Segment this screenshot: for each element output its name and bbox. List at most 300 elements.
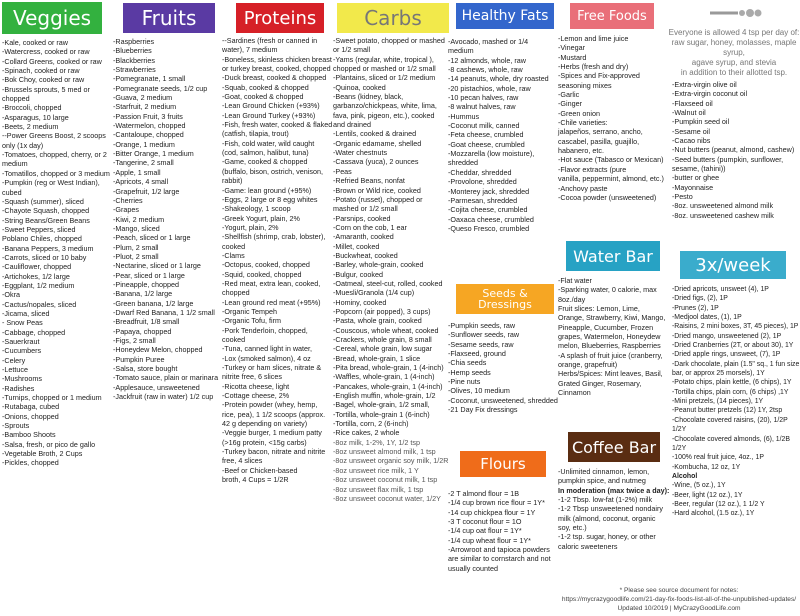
list-item: -Game: lean ground (+95%) bbox=[222, 185, 312, 195]
list-item: 8oz./day bbox=[558, 294, 586, 304]
list-item: -Pumpkin seeds, raw bbox=[448, 321, 516, 330]
list-item: -14 cup chickpea flour = 1Y bbox=[448, 507, 536, 517]
list-item: -Muesli/Granola (1/4 cup) bbox=[333, 288, 415, 298]
list-item: -Lean Ground Turkey (+93%) bbox=[222, 110, 316, 120]
list-item: -Mango, sliced bbox=[113, 223, 160, 233]
list-item: -1-2 Tbsp unsweetened nondairy bbox=[558, 504, 663, 514]
list-item: -Tortilla, corn, 2 (6-inch) bbox=[333, 419, 409, 429]
list-item: -Mini pretzels, (14 pieces), 1Y bbox=[672, 398, 764, 406]
list-item: -Flaxseed, ground bbox=[448, 349, 506, 359]
list-item: -Oatmeal, steel-cut, rolled, cooked bbox=[333, 278, 443, 288]
list-item: -Cheddar, shredded bbox=[448, 167, 512, 177]
list-item: -Dried Cranberries (2T, or about 30), 1Y bbox=[672, 342, 794, 350]
list-item: -Coconut, unsweetened, shredded bbox=[448, 395, 558, 405]
list-item: -Dwarf Red Banana, 1 1/2 small bbox=[113, 307, 215, 317]
list-item: -Green banana, 1/2 large bbox=[113, 298, 194, 308]
list-item: -Red meat, extra lean, cooked, bbox=[222, 278, 321, 288]
list-item: -String Beans/Green Beans bbox=[2, 215, 90, 225]
list-item: -Pesto bbox=[672, 192, 693, 202]
fruits-column bbox=[113, 0, 235, 401]
list-item: -Cantaloupe, chopped bbox=[113, 130, 184, 140]
list-item: -Amaranth, cooked bbox=[333, 232, 394, 242]
list-item: -Veggie burger, 1 medium patty bbox=[222, 428, 322, 438]
list-item: pumpkin spice, and nutmeg bbox=[558, 476, 646, 486]
veggies-title: Veggies bbox=[12, 6, 92, 30]
list-item: -Plantains, sliced or 1/2 medium bbox=[333, 73, 436, 83]
list-item: -Apple, 1 small bbox=[113, 167, 161, 177]
list-item: Orange, Strawberry, Kiwi, Mango, bbox=[558, 313, 666, 323]
list-item: -Bok Choy, cooked or raw bbox=[2, 75, 85, 85]
list-item: -Extra-virgin olive oil bbox=[672, 80, 737, 89]
list-item: -Lean Ground Chicken (+93%) bbox=[222, 101, 320, 111]
list-item: -Squid, cooked, chopped bbox=[222, 269, 302, 279]
list-item: -Olives, 10 medium bbox=[448, 386, 510, 396]
list-item: -Refried Beans, nonfat bbox=[333, 176, 405, 186]
list-item: -Tortilla, whole-grain 1 (6-inch) bbox=[333, 409, 430, 419]
list-item: -Couscous, whole wheat, cooked bbox=[333, 325, 439, 335]
free-foods-header bbox=[570, 3, 654, 29]
list-item: (buffalo, bison, ostrich, venison, bbox=[222, 166, 323, 176]
list-item: -Cocoa powder (unsweetened) bbox=[558, 192, 657, 202]
list-item: -Wine, (5 oz.), 1Y bbox=[672, 482, 726, 490]
list-item: -Feta cheese, crumbled bbox=[448, 130, 524, 140]
proteins-column bbox=[222, 0, 335, 485]
list-item: -Cabbage, chopped bbox=[2, 327, 66, 337]
coffee-bar-header bbox=[568, 432, 660, 462]
proteins-header bbox=[236, 3, 324, 33]
fruits-list bbox=[113, 37, 235, 401]
carbs-title: Carbs bbox=[364, 6, 422, 30]
list-item: -Clams bbox=[222, 250, 245, 260]
healthy-fats-list bbox=[448, 37, 560, 233]
list-item: -Hummus bbox=[448, 111, 480, 121]
list-item: -Pomegranate, 1 small bbox=[113, 74, 186, 84]
free-foods-list bbox=[558, 34, 668, 202]
list-item: -Bread, whole-grain, 1 slice bbox=[333, 353, 421, 363]
list-item: -Cherries bbox=[113, 195, 143, 205]
list-item: and drained bbox=[333, 120, 371, 130]
list-item: -Kombucha, 12 oz, 1Y bbox=[672, 463, 741, 471]
list-item: -8 cashews, whole, raw bbox=[448, 65, 523, 75]
list-item: -Flat water bbox=[558, 276, 592, 285]
list-item: -Tangerine, 2 small bbox=[113, 158, 174, 168]
list-item: -Anchovy paste bbox=[558, 183, 608, 193]
teaspoon-note-line: agave syrup, and stevia bbox=[691, 58, 777, 67]
list-item: -Tomatoes, chopped, cherry, or 2 bbox=[2, 150, 107, 160]
list-item: cascabel, pasilla, guajillo, bbox=[558, 136, 640, 146]
list-item: -Dried apricots, unsweet (4), 1P bbox=[672, 286, 769, 293]
list-item: -Protein powder (whey, hemp, bbox=[222, 400, 318, 410]
water-bar-list bbox=[558, 276, 670, 397]
list-item: -Quinoa, cooked bbox=[333, 82, 386, 92]
list-item: -Garlic bbox=[558, 90, 580, 100]
list-item: soy, etc.) bbox=[558, 523, 587, 533]
list-item: -Pear, sliced or 1 large bbox=[113, 270, 185, 280]
free-foods-column bbox=[558, 0, 670, 551]
list-item: -Kale, cooked or raw bbox=[2, 38, 68, 47]
proteins-list bbox=[222, 36, 335, 485]
list-item: -Potato chips, plain kettle, (6 chips), 1Y bbox=[672, 379, 792, 387]
list-item: -Peanut butter pretzels (12) 1Y, 2tsp bbox=[672, 407, 783, 415]
list-item: -Sweet Peppers, sliced bbox=[2, 224, 76, 234]
list-item: -Monterey jack, shredded bbox=[448, 186, 530, 196]
list-item: cooked bbox=[222, 241, 246, 251]
footer bbox=[560, 586, 798, 613]
teaspoon-note bbox=[668, 28, 800, 78]
list-item: -Vegetable Broth, 2 Cups bbox=[2, 449, 83, 459]
list-item: -3 T coconut flour = 1O bbox=[448, 517, 522, 527]
list-item: medium bbox=[448, 46, 474, 56]
list-item: -1-2 tsp. sugar, honey, or other bbox=[558, 532, 656, 542]
carbs-column bbox=[333, 0, 449, 503]
list-item: -Dried mango, unsweetened (2), 1P bbox=[672, 332, 782, 340]
list-item: -Octopus, cooked, chopped bbox=[222, 260, 310, 270]
list-item: -Beef or Chicken-based bbox=[222, 465, 298, 475]
list-item: -20 pistachios, whole, raw bbox=[448, 83, 531, 93]
list-item: -Honeydew Melon, chopped bbox=[113, 345, 203, 355]
list-item: -Brussels sprouts, 5 med or bbox=[2, 84, 90, 94]
list-item: -Tuna, canned light in water, bbox=[222, 344, 313, 354]
list-item: -Mushrooms bbox=[2, 374, 42, 384]
list-item: -Brown or Wild rice, cooked bbox=[333, 185, 421, 195]
list-item: -Chocolate covered raisins, (20), 1/2P bbox=[672, 416, 788, 424]
list-item: rabbit) bbox=[222, 176, 243, 186]
list-item: -Rice cakes, 2 whole bbox=[333, 428, 400, 438]
list-item: -Pork Tenderloin, chopped, bbox=[222, 325, 308, 335]
measuring-spoons-icon bbox=[708, 4, 762, 22]
list-item: -Eggs, 2 large or 8 egg whites bbox=[222, 194, 318, 204]
list-item: caloric sweeteners bbox=[558, 541, 618, 551]
list-item: -Lentils, cooked & drained bbox=[333, 129, 417, 139]
list-item: -A splash of fruit juice (cranberry, bbox=[558, 350, 663, 360]
list-item: -Hot sauce (Tabasco or Mexican) bbox=[558, 155, 664, 165]
seeds-header bbox=[456, 284, 554, 314]
list-item: -Ginger bbox=[558, 99, 582, 109]
list-item: cooked bbox=[222, 335, 246, 344]
list-item: Fruit slices: Lemon, Lime, bbox=[558, 304, 640, 314]
list-item: -Beer, light (12 oz.), 1Y bbox=[672, 491, 743, 499]
list-item: -Coconut milk, canned bbox=[448, 121, 520, 131]
list-item: -Cereal, whole grain, low sugar bbox=[333, 344, 433, 354]
list-item: -Chocolate covered almonds, (6), 1/2B bbox=[672, 435, 790, 443]
healthy-fats-title: Healthy Fats bbox=[461, 8, 549, 24]
list-item: -Chile varieties: bbox=[558, 118, 608, 128]
list-item: (catfish, tilapia, trout) bbox=[222, 129, 289, 139]
list-item: -Sweet potato, chopped or mashed bbox=[333, 36, 445, 45]
flours-title: Flours bbox=[480, 455, 526, 473]
carbs-header bbox=[337, 3, 449, 33]
list-item: -Beans (kidney, black, bbox=[333, 92, 404, 102]
list-item: -Figs, 2 small bbox=[113, 336, 156, 345]
list-item: -Parsnips, cooked bbox=[333, 213, 391, 223]
list-item: milk (almond, coconut, organic bbox=[558, 513, 656, 523]
list-item: -Sunflower seeds, raw bbox=[448, 330, 520, 340]
list-item: -8oz unsweet flax milk, 1 tsp bbox=[333, 484, 424, 494]
list-item: -1-2 Tbsp. low-fat (1-2%) milk bbox=[558, 495, 653, 505]
list-item: -Hemp seeds bbox=[448, 367, 491, 377]
list-item: -1/4 cup oat flour = 1Y* bbox=[448, 526, 522, 536]
list-item: -Bulgur, cooked bbox=[333, 269, 383, 279]
list-item: -Turkey or ham slices, nitrate & bbox=[222, 363, 322, 373]
list-item: -Passion Fruit, 3 fruits bbox=[113, 111, 183, 121]
list-item: -Seed butters (pumpkin, sunflower, bbox=[672, 154, 784, 164]
list-item: -Waffles, whole-grain, 1 (4-inch) bbox=[333, 372, 435, 382]
list-item: -Pine nuts bbox=[448, 377, 481, 387]
list-item: Alcohol bbox=[672, 472, 698, 480]
list-item: (cod, salmon, halibut, tuna) bbox=[222, 148, 309, 158]
list-item: grapes, Watermelon, Honeydew bbox=[558, 332, 661, 342]
list-item: -14 peanuts, whole, dry roasted bbox=[448, 74, 549, 84]
list-item: medium bbox=[2, 159, 28, 169]
list-item: -Flaxseed oil bbox=[672, 98, 713, 108]
list-item: -Pumpkin (reg or West Indian), bbox=[2, 178, 100, 188]
teaspoon-note-line: raw sugar, honey, molasses, maple syrup, bbox=[671, 38, 797, 57]
list-item: -Chayote Squash, chopped bbox=[2, 206, 90, 216]
list-item: 1/2Y bbox=[672, 426, 687, 434]
list-item: -Pomegranate seeds, 1/2 cup bbox=[113, 83, 208, 93]
list-item: -Cactus/nopales, sliced bbox=[2, 299, 77, 309]
list-item: -Broccoli, chopped bbox=[2, 103, 62, 113]
list-item: -Banana, 1/2 large bbox=[113, 289, 173, 299]
list-item: -Pineapple, chopped bbox=[113, 279, 179, 289]
teaspoon-note-line: in addition to their allotted tsp. bbox=[680, 68, 788, 77]
list-item: -Sesame oil bbox=[672, 126, 710, 136]
free-foods-title: Free Foods bbox=[577, 8, 647, 24]
list-item: -Turnips, chopped or 1 medium bbox=[2, 393, 102, 403]
list-item: -Okra bbox=[2, 290, 20, 300]
list-item: -Pluot, 2 small bbox=[113, 251, 159, 261]
list-item: -Boneless, skinless chicken breast bbox=[222, 54, 332, 64]
list-item: -Organic Tempeh bbox=[222, 306, 277, 316]
list-item: -Lean ground red meat (+95%) bbox=[222, 297, 321, 307]
list-item: -Raisins, 2 mini boxes, 3T, 45 pieces), 1P bbox=[672, 323, 799, 331]
list-item: -Lettuce bbox=[2, 365, 28, 375]
list-item: -Chia seeds bbox=[448, 358, 487, 368]
list-item: -Salsa, fresh, or pico de gallo bbox=[2, 439, 96, 449]
list-item: -Medjool dates, (1), 1P bbox=[672, 314, 742, 322]
list-item: -Mustard bbox=[558, 52, 587, 62]
list-item: -Vinegar bbox=[558, 43, 586, 53]
list-item: -Greek Yogurt, plain, 2% bbox=[222, 213, 300, 223]
list-item: -1/4 cup brown rice flour = 1Y* bbox=[448, 498, 545, 508]
list-item: -Shellfish (shrimp, crab, lobster), bbox=[222, 232, 326, 242]
list-item: -Jackfruit (raw in water) 1/2 cup bbox=[113, 392, 214, 402]
list-item: -Arrowroot and tapioca powders bbox=[448, 545, 550, 555]
seeds-title-line1: Seeds & bbox=[482, 287, 528, 300]
list-item: bar, or approx 25 morsels), 1Y bbox=[672, 370, 765, 378]
list-item: fava, pink, pigeon, etc.), cooked bbox=[333, 110, 435, 120]
list-item: -100% real fruit juice, 4oz., 1P bbox=[672, 454, 764, 462]
list-item: -Extra-virgin coconut oil bbox=[672, 89, 748, 99]
list-item: -Cassava (yuca), 2 ounces bbox=[333, 157, 419, 167]
list-item: -Banana Peppers, 3 medium bbox=[2, 243, 94, 253]
list-item: -Nectarine, sliced or 1 large bbox=[113, 261, 201, 271]
list-item: -Spinach, cooked or raw bbox=[2, 66, 80, 76]
list-item: chopped or mashed or 1/2 small bbox=[333, 64, 436, 74]
list-item: -Tortilla chips, plain corn, (6 chips) ,1Y bbox=[672, 388, 789, 396]
list-item: -Pumpkin seed oil bbox=[672, 117, 730, 127]
list-item: -Dried apple rings, unsweet, (7), 1P bbox=[672, 351, 781, 359]
list-item: -Herbs (fresh and dry) bbox=[558, 62, 629, 72]
list-item: -Sauerkraut bbox=[2, 337, 40, 346]
list-item: -Onions, chopped bbox=[2, 411, 59, 421]
veggies-list bbox=[2, 38, 110, 468]
list-item: -Spices and Fix-approved bbox=[558, 71, 640, 81]
list-item: are similar to cornstarch and not bbox=[448, 554, 551, 564]
list-item: -Shakeology, 1 scoop bbox=[222, 204, 291, 214]
list-item: -Salsa, store bought bbox=[113, 364, 178, 374]
list-item: -8oz unsweet rice milk, 1 Y bbox=[333, 465, 419, 475]
list-item: -Queso Fresco, crumbled bbox=[448, 223, 530, 233]
list-item: jalapeños, serrano, ancho, bbox=[558, 127, 643, 137]
list-item: -Celery bbox=[2, 355, 26, 365]
list-item: -Beer, regular (12 oz.), 1 1/2 Y bbox=[672, 500, 765, 508]
list-item: -8oz milk, 1-2%, 1Y, 1/2 tsp bbox=[333, 437, 420, 447]
list-item: -Corn on the cob, 1 ear bbox=[333, 222, 407, 232]
list-item: -Yogurt, plain, 2% bbox=[222, 222, 279, 232]
list-item: usually counted bbox=[448, 563, 498, 573]
list-item: -Cojita cheese, crumbled bbox=[448, 205, 528, 215]
flours-list bbox=[448, 489, 560, 573]
list-item: -Water chestnuts bbox=[333, 148, 388, 158]
list-item: -Rutabaga, cubed bbox=[2, 402, 60, 412]
list-item: -Cucumbers bbox=[2, 346, 42, 356]
list-item: -Pumpkin Puree bbox=[113, 354, 165, 364]
list-item: -Strawberries bbox=[113, 65, 156, 75]
three-x-week-list bbox=[672, 285, 800, 519]
list-item: -Bamboo Shoots bbox=[2, 430, 56, 440]
list-item: -Potato (russet), chopped or bbox=[333, 194, 423, 204]
list-item: -Tomato sauce, plain or marinara bbox=[113, 373, 219, 383]
list-item: -Jicama, sliced bbox=[2, 308, 50, 318]
list-item: chopped bbox=[2, 94, 30, 104]
list-item: -12 almonds, whole, raw bbox=[448, 55, 526, 65]
list-item: -Mozzarella (low moisture), bbox=[448, 149, 535, 159]
list-item: -Blackberries bbox=[113, 55, 155, 65]
list-item: -Tomatillos, chopped or 3 medium bbox=[2, 168, 110, 178]
list-item: -Barley, whole-grain, cooked bbox=[333, 260, 424, 270]
healthy-fats-header bbox=[456, 3, 554, 29]
list-item: -8oz unsweet organic soy milk, 1/2R bbox=[333, 456, 449, 466]
list-item: -Blueberries bbox=[113, 46, 152, 56]
list-item: -Asparagus, 10 large bbox=[2, 112, 69, 122]
list-item: -Pancakes, whole-grain, 1 (4-inch) bbox=[333, 381, 443, 391]
list-item: -Grapefruit, 1/2 large bbox=[113, 186, 180, 196]
list-item: -Unlimited cinnamon, lemon, bbox=[558, 467, 650, 476]
list-item: nitrite free, 6 slices bbox=[222, 372, 282, 382]
coffee-bar-title: Coffee Bar bbox=[571, 437, 657, 457]
list-item: --Sardines (fresh or canned in bbox=[222, 36, 318, 45]
list-item: -Game, cooked & chopped bbox=[222, 157, 308, 167]
list-item: -Watercress, cooked or raw bbox=[2, 47, 90, 57]
list-item: -Pita bread, whole-grain, 1 (4-inch) bbox=[333, 363, 444, 373]
coffee-bar-list bbox=[558, 467, 670, 551]
list-item: broth, 4 Cups = 1/2R bbox=[222, 475, 289, 485]
list-item: water), 7 medium bbox=[222, 45, 278, 55]
list-item: -Cauliflower, chopped bbox=[2, 262, 72, 272]
list-item: -Parmesan, shredded bbox=[448, 195, 518, 205]
proteins-title: Proteins bbox=[243, 7, 317, 29]
list-item: -Goat cheese, crumbled bbox=[448, 139, 525, 149]
list-item: -Orange, 1 medium bbox=[113, 139, 175, 149]
veggies-column bbox=[2, 0, 110, 468]
list-item: -8oz unsweet almond milk, 1 tsp bbox=[333, 447, 436, 457]
list-item: orange, grapefruit) bbox=[558, 360, 618, 370]
list-item: -Duck breast, cooked & chopped bbox=[222, 73, 327, 83]
list-item: -Oaxaca cheese, crumbled bbox=[448, 214, 534, 224]
fruits-header bbox=[123, 3, 215, 33]
list-item: -Radishes bbox=[2, 383, 35, 393]
list-item: -Cacao nibs bbox=[672, 136, 711, 146]
list-item: -Buckwheat, cooked bbox=[333, 250, 398, 260]
list-item: shredded bbox=[448, 158, 478, 168]
list-item: -Watermelon, chopped bbox=[113, 121, 186, 131]
list-item: -Collard Greens, cooked or raw bbox=[2, 56, 102, 66]
list-item: -10 pecan halves, raw bbox=[448, 93, 519, 103]
list-item: -Applesauce, unsweetened bbox=[113, 382, 200, 392]
three-x-week-header bbox=[680, 251, 786, 279]
water-bar-header bbox=[566, 241, 660, 271]
list-item: -Artichokes, 1/2 large bbox=[2, 271, 70, 281]
list-item: 42 g depending on variety) bbox=[222, 419, 308, 429]
list-item: -Flavor extracts (pure bbox=[558, 164, 627, 174]
list-item: -Sesame seeds, raw bbox=[448, 339, 514, 349]
carbs-list bbox=[333, 36, 449, 503]
list-item: -2 T almond flour = 1B bbox=[448, 489, 520, 498]
list-item: -Starfruit, 2 medium bbox=[113, 102, 177, 112]
list-item: Grated Ginger, Rosemary, bbox=[558, 378, 642, 388]
list-item: -8oz. unsweetened almond milk bbox=[672, 201, 774, 211]
list-item: Pineapple, Cucumber, Frozen bbox=[558, 322, 654, 332]
list-item: Poblano Chiles, chopped bbox=[2, 234, 82, 244]
list-item: -Organic edamame, shelled bbox=[333, 138, 422, 148]
list-item: -Bagel, whole-grain, 1/2 small, bbox=[333, 400, 430, 410]
list-item: cubed bbox=[2, 187, 22, 197]
list-item: -Goat, cooked & chopped bbox=[222, 92, 304, 102]
seeds-list bbox=[448, 321, 560, 414]
list-item: -Dried figs, (2), 1P bbox=[672, 295, 728, 303]
list-item: -Pickles, chopped bbox=[2, 458, 59, 468]
footer-source-url: https://mycrazygoodlife.com/21-day-fix-foods-list-all-of-the-unpublished-updates/ bbox=[561, 596, 797, 603]
list-item: In moderation (max twice a day): bbox=[558, 485, 670, 495]
list-item: -Avocado, mashed or 1/4 bbox=[448, 37, 529, 46]
list-item: -Turkey bacon, nitrate and nitrite bbox=[222, 447, 326, 457]
list-item: -Cottage cheese, 2% bbox=[222, 391, 290, 401]
list-item: -1/4 cup wheat flour = 1Y* bbox=[448, 535, 531, 545]
list-item: -Squash (summer), sliced bbox=[2, 196, 84, 206]
list-item: habanero, etc. bbox=[558, 146, 604, 156]
list-item: -Kiwi, 2 medium bbox=[113, 214, 165, 224]
list-item: -Bitter Orange, 1 medium bbox=[113, 149, 194, 159]
footer-updated: Updated 10/2019 | MyCrazyGoodLife.com bbox=[617, 605, 741, 612]
list-item: -Fish, cold water, wild caught bbox=[222, 138, 315, 148]
list-item: -Mayonnaise bbox=[672, 182, 714, 192]
list-item: -Ricotta cheese, light bbox=[222, 381, 290, 391]
three-x-week-title: 3x/week bbox=[695, 254, 771, 276]
list-item: (>16g protein, <15g carbs) bbox=[222, 437, 307, 447]
list-item: -8oz unsweet coconut water, 1/2Y bbox=[333, 493, 441, 503]
list-item: -butter or ghee bbox=[672, 173, 720, 183]
list-item: -Breadfruit, 1/8 small bbox=[113, 317, 180, 327]
list-item: -Squab, cooked & chopped bbox=[222, 82, 309, 92]
flours-header bbox=[460, 451, 546, 477]
list-item: Cinnamon bbox=[558, 388, 591, 398]
list-item: -Beets, 2 medium bbox=[2, 122, 59, 132]
list-item: -Provolone, shredded bbox=[448, 177, 517, 187]
list-item: -Hard alcohol, (1.5 oz.), 1Y bbox=[672, 510, 755, 518]
list-item: or turkey breast, cooked, chopped bbox=[222, 64, 331, 74]
teaspoon-note-line: Everyone is allowed 4 tsp per day of: bbox=[668, 28, 800, 37]
